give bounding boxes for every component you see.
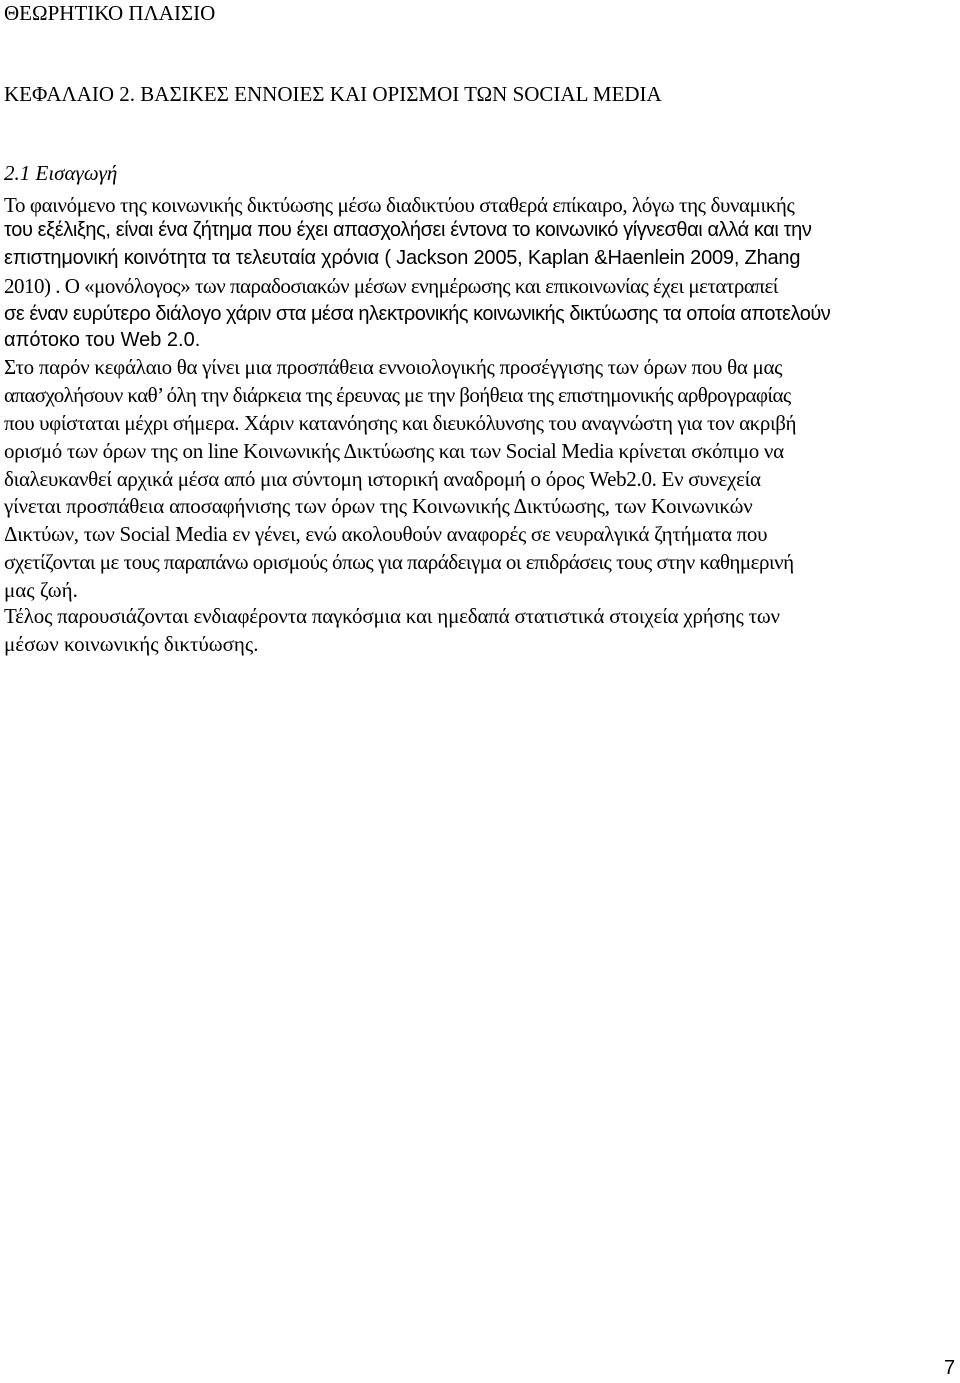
- body-line: σχετίζονται με τους παραπάνω ορισμούς όπως για παράδειγμα οι επιδράσεις τους στην καθημερινή: [4, 550, 794, 574]
- body-line: απασχολήσουν καθ’ όλη την διάρκεια της έρευνας με την βοήθεια της επιστημονικής αρθρογραφίας: [4, 383, 791, 407]
- document-header: ΘΕΩΡΗΤΙΚΟ ΠΛΑΙΣΙΟ: [4, 1, 216, 25]
- body-line: Το φαινόμενο της κοινωνικής δικτύωσης μέσω διαδικτύου σταθερά επίκαιρο, λόγω της δυναμικής: [4, 193, 795, 217]
- body-line: επιστημονική κοινότητα τα τελευταία χρόνια ( Jackson 2005, Kaplan &Haenlein 2009, Zhang: [4, 247, 801, 269]
- body-line: Δικτύων, των Social Media εν γένει, ενώ ακολουθούν αναφορές σε νευραλγικά ζητήματα που: [4, 522, 768, 546]
- body-line: που υφίσταται μέχρι σήμερα. Χάριν κατανόησης και διευκόλυνσης του αναγνώστη για τον ακριβή: [4, 411, 797, 435]
- body-line: του εξέλιξης, είναι ένα ζήτημα που έχει απασχολήσει έντονα το κοινωνικό γίγνεσθαι αλλά και την: [4, 219, 812, 241]
- body-line: Στο παρόν κεφάλαιο θα γίνει μια προσπάθεια εννοιολογικής προσέγγισης των όρων που θα μας: [4, 355, 783, 379]
- page-number: 7: [944, 1357, 956, 1379]
- body-line: 2010) . Ο «μονόλογος» των παραδοσιακών μέσων ενημέρωσης και επικοινωνίας έχει μετατραπεί: [4, 274, 778, 298]
- body-line: ορισμό των όρων της on line Κοινωνικής Δικτύωσης και των Social Media κρίνεται σκόπιμο να: [4, 439, 784, 463]
- body-line: διαλευκανθεί αρχικά μέσα από μια σύντομη ιστορική αναδρομή ο όρος Web2.0. Εν συνεχεία: [4, 467, 761, 491]
- body-line: Τέλος παρουσιάζονται ενδιαφέροντα παγκόσμια και ημεδαπά στατιστικά στοιχεία χρήσης των: [4, 604, 780, 628]
- chapter-title: ΚΕΦΑΛΑΙΟ 2. ΒΑΣΙΚΕΣ ΕΝΝΟΙΕΣ ΚΑΙ ΟΡΙΣΜΟΙ ΤΩΝ SOCIAL MEDIA: [4, 82, 662, 106]
- body-line: σε έναν ευρύτερο διάλογο χάριν στα μέσα ηλεκτρονικής κοινωνικής δικτύωσης τα οποία αποτελούν: [4, 303, 831, 325]
- body-line: μας ζωή.: [4, 578, 78, 602]
- body-line: απότοκο του Web 2.0.: [4, 329, 201, 351]
- body-line: γίνεται προσπάθεια αποσαφήνισης των όρων της Κοινωνικής Δικτύωσης, των Κοινωνικών: [4, 494, 753, 518]
- body-line: μέσων κοινωνικής δικτύωσης.: [4, 632, 259, 656]
- section-heading: 2.1 Εισαγωγή: [4, 161, 118, 185]
